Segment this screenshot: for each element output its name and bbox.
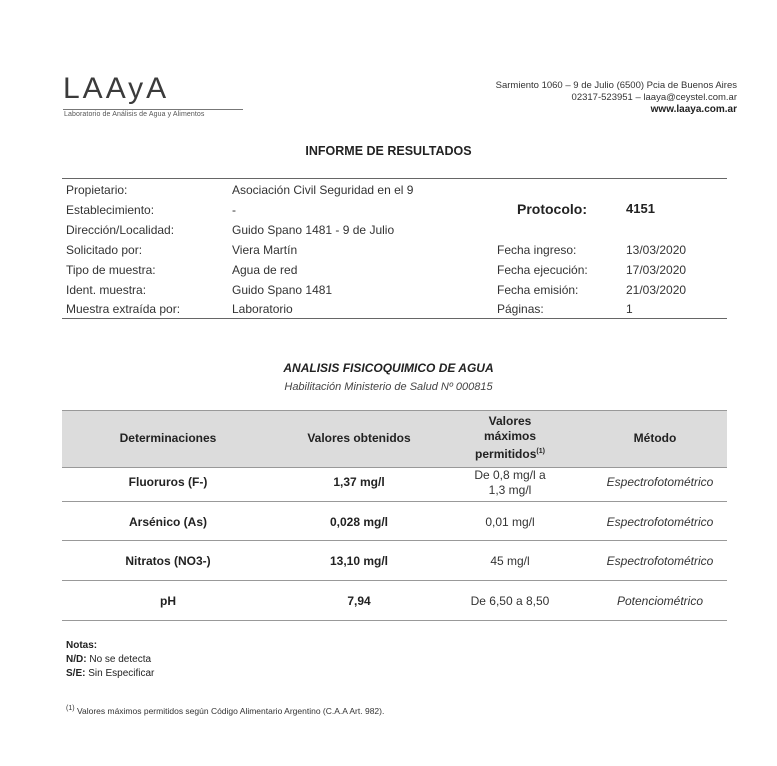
- value-tipo-muestra: Agua de red: [232, 263, 298, 277]
- cell-determinacion: Nitratos (NO3-): [125, 554, 211, 568]
- protocol-label: Protocolo:: [517, 201, 587, 217]
- logo-subtitle: Laboratorio de Análisis de Agua y Alimentos: [64, 111, 205, 118]
- cell-valor-maximo-line2: 1,3 mg/l: [488, 483, 532, 497]
- value-ident-muestra: Guido Spano 1481: [232, 283, 333, 297]
- label-ident-muestra: Ident. muestra:: [66, 283, 147, 297]
- label-tipo-muestra: Tipo de muestra:: [66, 263, 156, 277]
- label-establecimiento: Establecimiento:: [66, 203, 155, 217]
- header-determinaciones: Determinaciones: [119, 431, 217, 445]
- protocol-value: 4151: [626, 201, 655, 216]
- cell-metodo: Espectrofotométrico: [606, 554, 714, 568]
- label-fecha-ingreso: Fecha ingreso:: [497, 243, 577, 257]
- label-direccion: Dirección/Localidad:: [66, 223, 175, 237]
- website-link[interactable]: www.laaya.com.ar: [650, 104, 737, 115]
- cell-determinacion: pH: [160, 594, 176, 608]
- header-valores-maximos-line1: Valores: [488, 414, 532, 428]
- row-divider: [62, 540, 727, 541]
- value-fecha-emision: 21/03/2020: [626, 283, 687, 297]
- cell-metodo: Espectrofotométrico: [606, 475, 714, 489]
- cell-valor-obtenido: 7,94: [347, 594, 371, 608]
- cell-valor-maximo-line1: De 0,8 mg/l a: [474, 468, 546, 482]
- address-line-1: Sarmiento 1060 – 9 de Julio (6500) Pcia de Buenos Aires: [495, 80, 737, 91]
- cell-valor-obtenido: 1,37 mg/l: [333, 475, 385, 489]
- cell-valor-maximo: [458, 468, 562, 498]
- cell-metodo: Espectrofotométrico: [606, 515, 714, 529]
- address-block: [496, 80, 737, 116]
- header-metodo: Método: [633, 431, 677, 445]
- header-valores-maximos-line2: máximos: [483, 429, 537, 443]
- note-se-key: S/E:: [66, 668, 86, 679]
- label-solicitado: Solicitado por:: [66, 243, 143, 257]
- value-fecha-ingreso: 13/03/2020: [626, 243, 687, 257]
- notes-title: Notas:: [66, 640, 98, 651]
- section-title: ANALISIS FISICOQUIMICO DE AGUA: [283, 361, 494, 375]
- header-valores-maximos: [458, 414, 562, 462]
- value-paginas: 1: [626, 302, 633, 316]
- cell-valor-maximo: 45 mg/l: [490, 554, 530, 568]
- cell-valor-obtenido: 0,028 mg/l: [329, 515, 389, 529]
- row-divider: [62, 620, 727, 621]
- cell-metodo: Potenciométrico: [616, 594, 704, 608]
- label-fecha-emision: Fecha emisión:: [497, 283, 579, 297]
- row-divider: [62, 580, 727, 581]
- note-nd-text: No se detecta: [89, 654, 152, 665]
- table-header: [62, 410, 727, 468]
- value-muestra-extraida: Laboratorio: [232, 302, 293, 316]
- header-valores-maximos-line3: permitidos: [475, 447, 537, 461]
- value-propietario: Asociación Civil Seguridad en el 9: [232, 183, 414, 197]
- label-propietario: Propietario:: [66, 183, 128, 197]
- footnote-text: Valores máximos permitidos según Código Alimentario Argentino (C.A.A Art. 982).: [76, 705, 385, 716]
- notes-block: [66, 639, 154, 681]
- value-fecha-ejecucion: 17/03/2020: [626, 263, 687, 277]
- row-divider: [62, 501, 727, 502]
- logo-divider: [63, 109, 243, 110]
- address-line-2: 02317-523951 – laaya@ceystel.com.ar: [571, 92, 737, 103]
- report-title: INFORME DE RESULTADOS: [305, 144, 472, 158]
- footnote-marker: (1): [66, 705, 75, 712]
- footnote-ref: (1): [536, 448, 545, 455]
- note-se-text: Sin Especificar: [88, 668, 155, 679]
- label-paginas: Páginas:: [497, 302, 544, 316]
- divider-top: [62, 178, 727, 179]
- cell-valor-maximo: De 6,50 a 8,50: [470, 594, 550, 608]
- value-establecimiento: -: [232, 203, 236, 217]
- cell-determinacion: Arsénico (As): [128, 515, 208, 529]
- footnote: [66, 705, 384, 716]
- divider-bottom: [62, 318, 727, 319]
- cell-determinacion: Fluoruros (F-): [128, 475, 208, 489]
- header-valores-obtenidos: Valores obtenidos: [307, 431, 411, 445]
- label-fecha-ejecucion: Fecha ejecución:: [497, 263, 588, 277]
- label-muestra-extraida: Muestra extraída por:: [66, 302, 181, 316]
- value-direccion: Guido Spano 1481 - 9 de Julio: [232, 223, 395, 237]
- section-subtitle: Habilitación Ministerio de Salud Nº 000815: [284, 381, 493, 393]
- cell-valor-maximo: 0,01 mg/l: [485, 515, 535, 529]
- value-solicitado: Viera Martín: [232, 243, 298, 257]
- cell-valor-obtenido: 13,10 mg/l: [329, 554, 389, 568]
- logo: LAAyA: [63, 72, 170, 105]
- note-nd-key: N/D:: [66, 654, 87, 665]
